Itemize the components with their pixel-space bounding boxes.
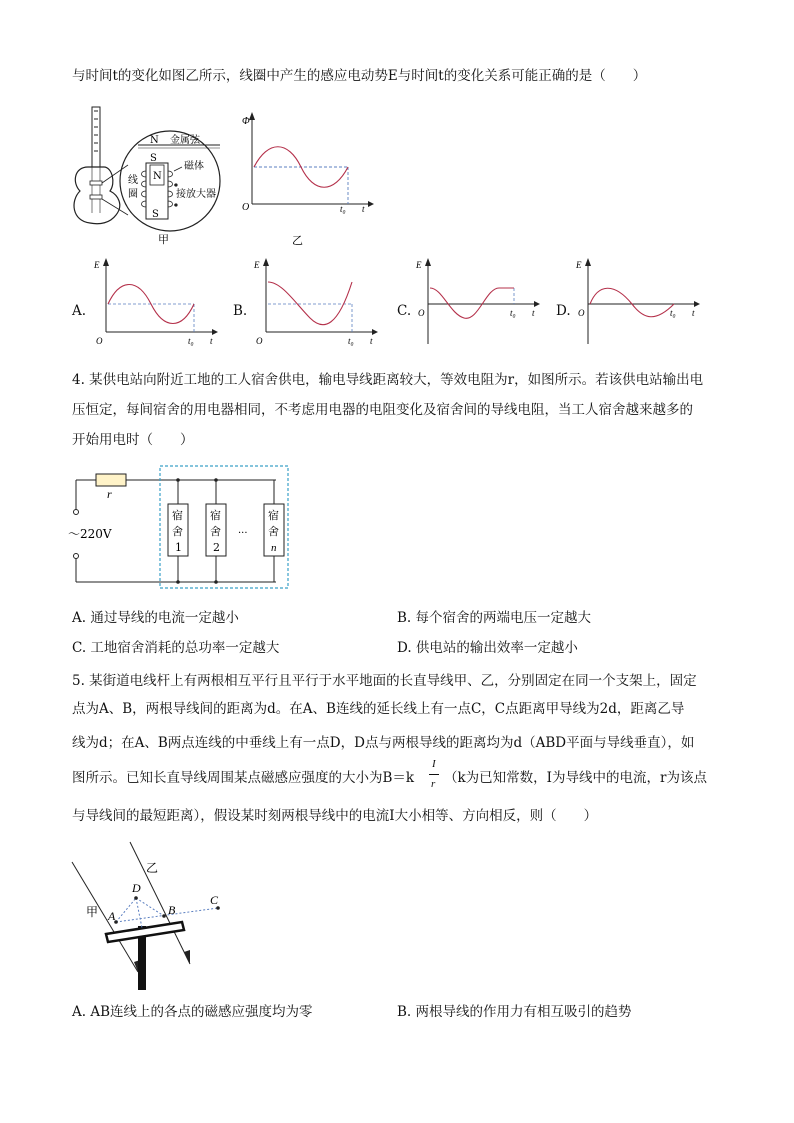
q3-option-d-letter[interactable]: D. [556,303,571,319]
t-label: t [210,336,213,346]
origin-label: O [578,308,585,318]
point-b-label: B [168,903,176,917]
axis-label: E [416,260,422,270]
q4-option-d[interactable]: D. 供电站的输出效率一定越小 [397,640,578,656]
q4-option-c[interactable]: C. 工地宿舍消耗的总功率一定越大 [72,640,280,656]
figure-yi-flux-graph [240,112,375,247]
q5-fraction-denominator: r [431,778,436,790]
q4-line-2: 压恒定，每间宿舍的用电器相同，不考虑用电器的电阻变化及宿舍间的导线电阻，当工人宿舍越来越多的 [72,402,693,418]
t0-label: t₀ [188,336,194,346]
q5-fraction-numerator: I [432,758,436,770]
q5-fraction-bar [429,774,439,775]
t0-label: t₀ [510,308,516,318]
t0-label: t₀ [670,308,676,318]
axis-label: E [254,260,260,270]
q4-line-1: 4. 某供电站向附近工地的工人宿舍供电，输电导线距离较大，等效电阻为r，如图所示。若该供电站输出电 [72,372,704,388]
point-a-label: A [108,909,116,923]
q3-option-a-letter[interactable]: A. [72,303,87,319]
coil-label-1: 线 [128,175,138,186]
point-c-label: C [210,893,219,907]
room-n-label-line: 宿 [268,509,279,522]
pole-n-top: N [150,135,159,146]
figure-jia-guitar [70,105,230,245]
q4-option-a[interactable]: A. 通过导线的电流一定越小 [72,610,239,626]
q3-option-c-letter[interactable]: C. [397,303,412,319]
t0-label: t₀ [348,336,354,346]
t-label: t [370,336,373,346]
source-label: ～220V [68,527,112,541]
caption-jia: 甲 [158,233,169,246]
axis-label: E [576,260,582,270]
pole-n-inner: N [153,171,162,182]
yi-y-axis: Φ [242,116,250,127]
room-1-label-line: 舍 [172,525,183,538]
string-label: 金属弦 [170,135,200,146]
q5-option-b[interactable]: B. 两根导线的作用力有相互吸引的趋势 [397,1004,632,1020]
yi-origin: O [242,202,250,213]
q4-circuit-diagram [66,462,296,592]
wire-yi-label: 乙 [146,861,159,875]
q5-option-a[interactable]: A. AB连线上的各点的磁感应强度均为零 [72,1004,313,1020]
room-2-label-line: 宿 [210,509,221,522]
wire-jia-label: 甲 [86,905,99,919]
q4-option-b[interactable]: B. 每个宿舍的两端电压一定越大 [397,610,592,626]
point-d-label: D [132,881,141,895]
q5-line-1: 5. 某街道电线杆上有两根相互平行且平行于水平地面的长直导线甲、乙，分别固定在同一个支架上，固定 [72,673,697,689]
origin-label: O [256,336,263,346]
q5-line-3: 线为d；在A、B两点连线的中垂线上有一点D，D点与两根导线的距离均为d（ABD平面与导线垂直），如 [72,735,695,751]
q3-option-a-graph[interactable] [92,258,220,348]
q5-line-4-pre: 图所示。已知长直导线周围某点磁感应强度的大小为B＝k [72,770,415,786]
q4-line-3: 开始用电时（ ） [72,432,194,448]
coil-label-2: 圈 [128,189,138,200]
q3-option-c-graph[interactable] [414,258,542,348]
q3-stem-end: 与时间t的变化如图乙所示，线圈中产生的感应电动势E与时间t的变化关系可能正确的是（ ） [72,68,647,84]
room-2-label-line: 2 [213,541,220,554]
q5-line-2: 点为A、B，两根导线间的距离为d。在A、B连线的延长线上有一点C，C点距离甲导线为2d，距离乙导 [72,701,685,717]
q3-option-b-graph[interactable] [252,258,380,348]
pole-s-bottom: S [152,209,159,220]
yi-t: t [362,204,365,214]
magnet-label: 磁体 [184,161,204,172]
amp-label: 接放大器 [176,189,216,200]
q3-option-d-graph[interactable] [574,258,702,348]
room-2-label-line: 舍 [210,525,221,538]
origin-label: O [96,336,103,346]
resistor-label: r [107,487,112,501]
yi-t0: t₀ [340,204,346,214]
q5-line-4-post: （k为已知常数，I为导线中的电流，r为该点 [444,770,707,786]
room-n-label-line: 舍 [268,525,279,538]
q5-line-5: 与导线间的最短距离），假设某时刻两根导线中的电流I大小相等、方向相反，则（ ） [72,808,598,824]
pole-s-top: S [150,153,157,164]
t-label: t [692,308,695,318]
room-1-label-line: 1 [175,541,182,554]
origin-label: O [418,308,425,318]
t-label: t [532,308,535,318]
room-1-label-line: 宿 [172,509,183,522]
room-n-label-line: n [271,542,277,554]
axis-label: E [94,260,100,270]
q5-power-pole-figure [72,842,242,992]
room-ellipsis: ··· [238,528,248,539]
caption-yi: 乙 [292,234,303,247]
q3-option-b-letter[interactable]: B. [233,303,248,319]
